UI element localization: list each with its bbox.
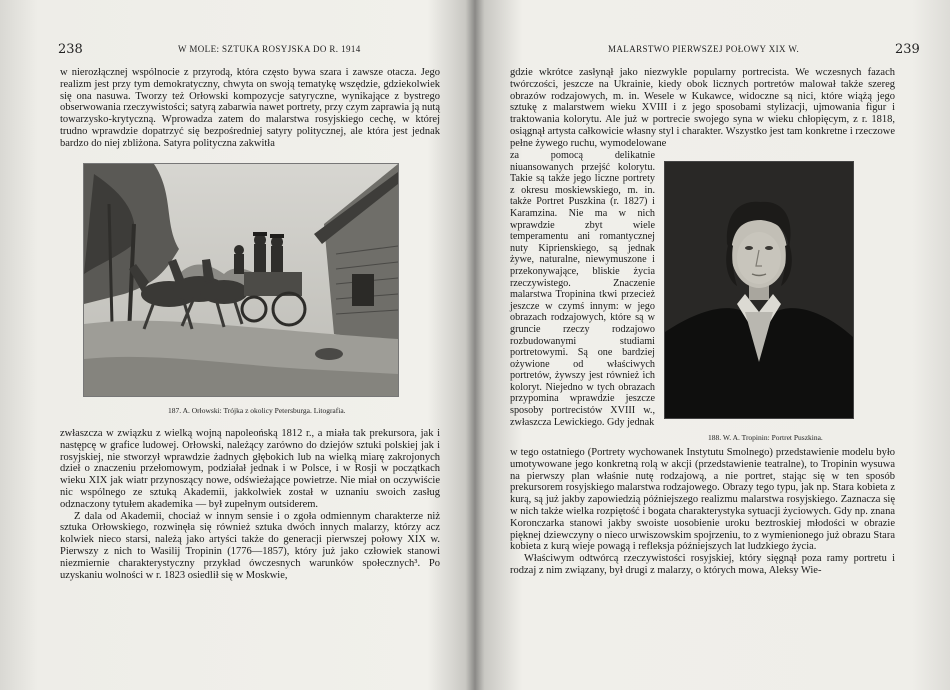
page-number: 238 — [58, 42, 83, 57]
running-head: MALARSTWO PIERWSZEJ POŁOWY XIX W. — [608, 44, 800, 54]
pushkin-portrait-image — [665, 162, 853, 418]
paragraph — [60, 428, 440, 581]
figure-caption: 188. W. A. Tropinin: Portret Puszkina. — [708, 433, 823, 442]
paragraph — [510, 447, 895, 577]
narrow-column-text — [510, 150, 655, 428]
body-text: za pomocą delikatnie niuansowanych przejść kolorytu. Takie są także jego liczne portrety z okresu moskiewskiego, m. in. także Portret Puszkina (r. 1827) i Karamzina. Nie ma w nich wprawdzie zbyt wiele temperamentu ani romantycznej nuty Kiprienskiego, są jednak żywe, naturalne, niewymuszone i przekonywające, bliskie życia rzeczywistego. Znaczenie malarstwa Tropinina tkwi przecież jeszcze w czymś innym: w jego obrazach rodzajowych, które są w gruncie rzeczy rodzajowo rozbudowanymi studiami portretowymi. Są one bardziej ożywione od właściwych portretów, żywszy jest również ich koloryt. Niejedno w tych obrazach przypomina wprawdzie jeszcze sposoby portrecistów XVIII w., zwłaszcza Lewickiego. Gdy jednak — [510, 150, 655, 428]
portrait-illustration — [664, 161, 854, 419]
body-text: w nierozłącznej wspólnocie z przyrodą, która często bywa szara i zawsze otacza. Jego realizm jest przy tym demokratyczny, chwyta on swoją tematykę wszędzie, gdziekolwiek się ona nasuwa. Tworzy też Orłowski kompozycje satyryczne, wynikające z bystrego obserwowania rzeczywistości; satyrą zabarwia nawet portrety, przy czym zaprawia ją nutą towarzysko-krytyczną. Wprowadza zatem do malarstwa rosyjskiego cechę, w której trudno wprawdzie dopatrzyć się bezpośredniej satyry politycznej, ale która jest jednak bardzo do niej zbliżona. Satyra polityczna zakwitła — [60, 67, 440, 149]
paragraph — [60, 67, 440, 150]
body-text: Właściwym odtwórcą rzeczywistości rosyjskiej, który sięgnął poza ramy portretu i rodzaj z nim związany, był drugi z malarzy, o których mowa, Aleksy Wie- — [510, 553, 895, 576]
lithograph-illustration — [83, 163, 399, 397]
page-number: 239 — [895, 42, 920, 57]
paragraph — [510, 67, 895, 150]
left-page — [0, 0, 470, 690]
running-head: W MOLE: SZTUKA ROSYJSKA DO R. 1914 — [178, 44, 361, 54]
body-text: zwłaszcza w związku z wielką wojną napoleońską 1812 r., a miała tak prekursora, jak i następcę w grafice ludowej. Orłowski, należący zarówno do dziejów sztuki polskiej jak i rosyjskiej, nie stworzył wprawdzie żadnych głębokich lub na wielką miarę zakrojonych dzieł o znaczeniu przełomowym, podziałał jednak i w Polsce, i w Rosji w początkach wieku XIX jak wiatr przynoszący nowe, odświeżające powietrze. Nie miał on oczywiście nic wspólnego ze sztuką Akademii, jakkolwiek został w uznaniu swoich zasług odznaczony tytułem akademika — był zupełnym outsiderem. — [60, 428, 440, 510]
body-text: gdzie wkrótce zasłynął jako niezwykle popularny portrecista. We wczesnych fazach twórczości, jeszcze na Ukrainie, kiedy obok licznych portretów malował także szereg obrazów rodzajowych, m. in. Wesele w Kukawce, widoczne są nici, które wiążą jego sztukę z malarstwem wieku XVIII i z jego sposobami stylizacji, ujmowania figur i traktowania kolorytu. Ale już w portrecie swojego syna w wieku chłopięcym, z r. 1818, osiągnął artysta całkowicie własny styl i charakter. Wszystko jest tam konkretne i rzeczowe pełne żywego ruchu, wymodelowane — [510, 67, 895, 149]
body-text: w tego ostatniego (Portrety wychowanek Instytutu Smolnego) przedstawienie modelu było umotywowane jego konkretną rolą w akcji (przedstawienie teatralne), to Tropinin wysuwa na pierwszy plan właśnie nutę rodzajową, a nie portret, stając się w ten sposób prekursorem rosyjskiego malarstwa rodzajowego. Obrazy tego typu, jak np. Stara kobieta z kurą, są już jakby zapowiedzią późniejszego realizmu malarstwa rosyjskiego. Zaznacza się w nich także wielka rozpiętość i bogata charakterystyka sytuacji życiowych. Gdy np. znana Koronczarka stanowi jakby swoiste uosobienie uroku beztroskiej młodości w obrazie pięknej dziewczyny o nieco urwiszowskim spojrzeniu, to z wymienionego już obrazu Stara kobieta z kurą wieje powagą i refleksja późniejszych lat ludzkiego życia. — [510, 447, 895, 553]
troika-image — [84, 164, 398, 396]
right-page — [480, 0, 950, 690]
body-text: Z dala od Akademii, chociaż w innym sensie i o zgoła odmiennym charakterze niż sztuka Orłowskiego, rozwinęła się również sztuka dwóch innych malarzy, którzy acz kolwiek nieco starsi, należą jako artyści także do generacji pierwszej połowy XIX w. Pierwszy z nich to Wasilij Tropinin (1776—1857), który już jako człowiek stanowi niezmiernie charakterystyczny przykład ówczesnych warunków społecznych³. Po uzyskaniu wolności w r. 1823 osiedlił się w Moskwie, — [60, 510, 440, 581]
figure-caption: 187. A. Orłowski: Trójka z okolicy Petersburga. Litografia. — [168, 406, 346, 415]
